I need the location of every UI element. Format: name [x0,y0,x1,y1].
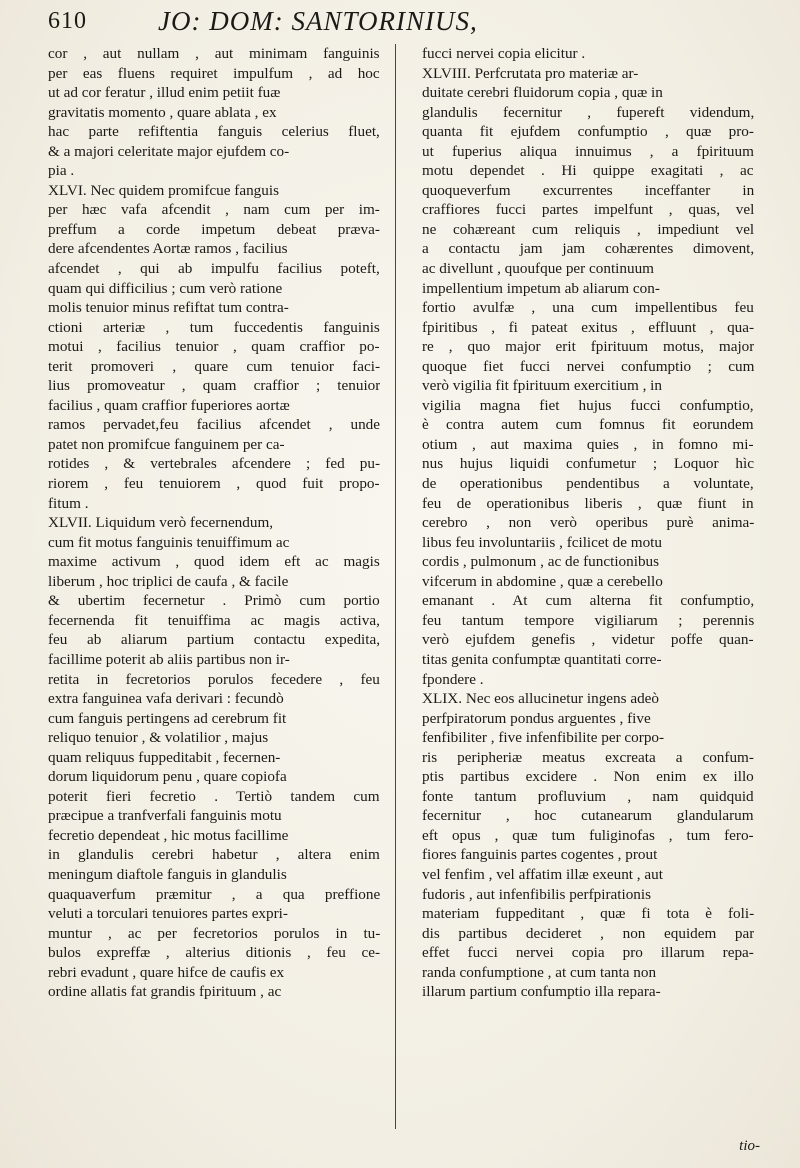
text-line: verò vigilia fit fpirituum exercitium , in [422,377,662,395]
text-line: quoqueverfum excurrentes inceffanter in [422,181,754,199]
text-line: re , quo major erit fpirituum motus, major [422,338,754,356]
text-line: hac parte refiftentia fanguis celerius fluet, [48,123,380,141]
text-line: retita in fecretorios porulos fecedere , feu [48,670,380,688]
text-line: impellentium impetum ab aliarum con- [422,279,660,297]
text-line: cor , aut nullam , aut minimam fanguinis [48,45,380,62]
text-line: maxime activum , quod idem eft ac magis [48,553,380,571]
text-line: perfpiratorum pondus arguentes , five [422,709,651,727]
text-line: XLVI. Nec quidem promifcue fanguis [48,181,279,199]
text-line: fudoris , aut infenfibilis perfpirationis [422,885,652,903]
text-line: fortio avulfæ , una cum impellentibus feu [422,299,754,317]
text-line: effet fucci nervei copia pro illarum repa- [422,944,754,962]
text-line: fenfibiliter , five infenfibilite per corpo- [422,729,665,747]
text-line: vifcerum in abdomine , quæ a cerebello [422,572,663,590]
text-line: feu tantum tempore vigiliarum ; perennis [422,611,754,629]
text-line: bulos expreffæ , alterius ditionis , feu ce- [48,944,380,962]
text-line: quaquaverfum præmitur , a qua preffione [48,885,380,903]
text-line: ordine allatis fat grandis fpirituum , ac [48,983,282,1001]
text-line: preffum a corde impetum debeat præva- [48,220,380,238]
text-line: feu de operationibus liberis , quæ fiunt in [422,494,754,512]
text-line: vel fenfim , vel affatim illæ exeunt , aut [422,865,663,883]
text-line: meningum diaftole fanguis in glandulis [48,865,287,883]
text-line: cordis , pulmonum , ac de functionibus [422,553,660,571]
text-line: ut ad cor feratur , illud enim petiit fuæ [48,84,281,102]
text-line: lius promoveatur , quam craffior ; tenuior [48,377,380,395]
text-line: motui , facilius tenuior , quam craffior po- [48,338,380,356]
text-line: afcendet , qui ab impulfu facilius poteft, [48,260,380,278]
text-line: XLVII. Liquidum verò fecernendum, [48,514,274,532]
text-line: fpondere . [422,670,484,688]
text-line: emanant . At cum alterna fit confumptio, [422,592,754,610]
text-line: illarum partium confumptio illa repara- [422,983,661,1001]
text-line: fonte tantum profluvium , nam quidquid [422,787,754,805]
text-line: cerebro , non verò operibus purè anima- [422,514,754,532]
text-line: terit promoveri , quare cum tenuior faci- [48,357,380,375]
text-line: otium , aut maxima quies , in fomno mi- [422,435,754,453]
text-line: rotides , & vertebrales afcendere ; fed pu- [48,455,380,473]
text-line: riorem , feu tenuiorem , quod fuit propo- [48,475,380,493]
text-line: de operationibus pendentibus a voluntate, [422,475,754,493]
text-line: fecernitur , hoc cutanearum glandularum [422,807,754,825]
text-line: per hæc vafa afcendit , nam cum per im- [48,201,380,219]
text-line: fitum . [48,494,89,512]
text-line: & ubertim fecernetur . Primò cum portio [48,592,380,610]
text-line: eft opus , quæ tum fuliginofas , tum fero- [422,826,754,844]
page-number: 610 [48,8,87,34]
text-line: ctioni arteriæ , tum fuccedentis fanguinis [48,318,380,336]
text-line: fecernenda fit tenuiffima ac magis activa, [48,611,380,629]
text-line: quam qui difficilius ; cum verò ratione [48,279,283,297]
text-line: fpiritibus , fi pateat exitus , effluunt , qua- [422,318,754,336]
text-line: XLIX. Nec eos allucinetur ingens adeò [422,690,660,708]
text-line: facillime poterit ab aliis partibus non ir- [48,650,290,668]
right-column [422,44,754,1002]
text-line: quanta fit ejufdem confumptio , quæ pro- [422,123,754,141]
text-line: per eas fluens requiret impulfum , ad hoc [48,64,380,82]
text-line: veluti a torculari tenuiores partes expri- [48,905,288,923]
text-line: patet non promifcue fanguinem per ca- [48,435,285,453]
column-divider [395,44,396,1129]
text-line: quam reliquus fuppeditabit , fecernen- [48,748,281,766]
catchword: tio- [739,1138,760,1154]
text-line: cum fit motus fanguinis tenuiffimum ac [48,533,290,551]
text-line: a contactu jam jam cohærentes dimovent, [422,240,754,258]
text-line: poterit fieri fecretio . Tertiò tandem cum [48,787,380,805]
text-line: nus hujus liquidi confumetur ; Loquor hìc [422,455,754,473]
text-line: ac divellunt , quoufque per continuum [422,260,654,278]
text-line: molis tenuior minus refiftat tum contra- [48,299,289,317]
text-line: materiam fuppeditant , quæ fi tota è foli- [422,905,754,923]
text-line: ne cohæreant cum reliquis , impediunt vel [422,220,754,238]
text-line: libus feu involuntariis , fcilicet de motu [422,533,662,551]
text-line: in glandulis cerebri habetur , altera enim [48,846,380,864]
text-line: reliquo tenuior , & volatilior , majus [48,729,269,747]
text-line: randa confumptione , at cum tanta non [422,963,657,981]
text-line: rebri evadunt , quare hifce de caufis ex [48,963,285,981]
text-line: extra fanguinea vafa derivari : fecundò [48,690,284,708]
text-line: præcipue a tranfverfali fanguinis motu [48,807,282,825]
left-column [48,44,380,1002]
text-line: pia . [48,162,75,180]
text-line: vigilia magna fiet hujus fucci confumptio, [422,396,754,414]
text-line: dorum liquidorum penu , quare copiofa [48,768,287,786]
text-line: duitate cerebri fluidorum copia , quæ in [422,84,663,102]
text-line: XLVIII. Perfcrutata pro materiæ ar- [422,64,639,82]
text-line: fecretio dependeat , hic motus facillime [48,826,289,844]
text-line: quoque fiet fucci nervei confumptio ; cum [422,357,754,375]
text-line: muntur , ac per fecretorios porulos in tu- [48,924,380,942]
text-line: titas genita confumptæ quantitati corre- [422,650,662,668]
running-title: JO: DOM: SANTORINIUS, [158,6,478,36]
text-line: craffiores fucci partes impelfunt , quas, vel [422,201,754,219]
text-line: cum fanguis pertingens ad cerebrum fit [48,709,287,727]
text-line: ris peripheriæ meatus excreata a confum- [422,748,754,766]
text-line: ramos pervadet,feu facilius afcendet , unde [48,416,380,434]
text-line: fiores fanguinis partes cogentes , prout [422,846,658,864]
text-line: ptis partibus excidere . Non enim ex illo [422,768,754,786]
text-line: verò ejufdem genefis , videtur poffe quan- [422,631,754,649]
text-line: fucci nervei copia elicitur . [422,45,586,62]
running-head [48,6,758,40]
text-line: feu ab aliarum partium contactu expedita, [48,631,380,649]
text-line: ut fuperius aliqua innuimus , a fpirituum [422,142,754,160]
text-line: dis partibus decideret , non equidem par [422,924,754,942]
text-line: dere afcendentes Aortæ ramos , facilius [48,240,288,258]
text-line: & a majori celeritate major ejufdem co- [48,142,290,160]
text-line: facilius , quam craffior fuperiores aortæ [48,396,290,414]
text-line: motu dependet . Hi quippe exagitati , ac [422,162,754,180]
text-line: liberum , hoc triplici de caufa , & facile [48,572,289,590]
text-line: glandulis fecernitur , fupereft videndum, [422,103,754,121]
text-line: è contra autem cum fomnus fit eorundem [422,416,754,434]
text-line: gravitatis momento , quare ablata , ex [48,103,277,121]
